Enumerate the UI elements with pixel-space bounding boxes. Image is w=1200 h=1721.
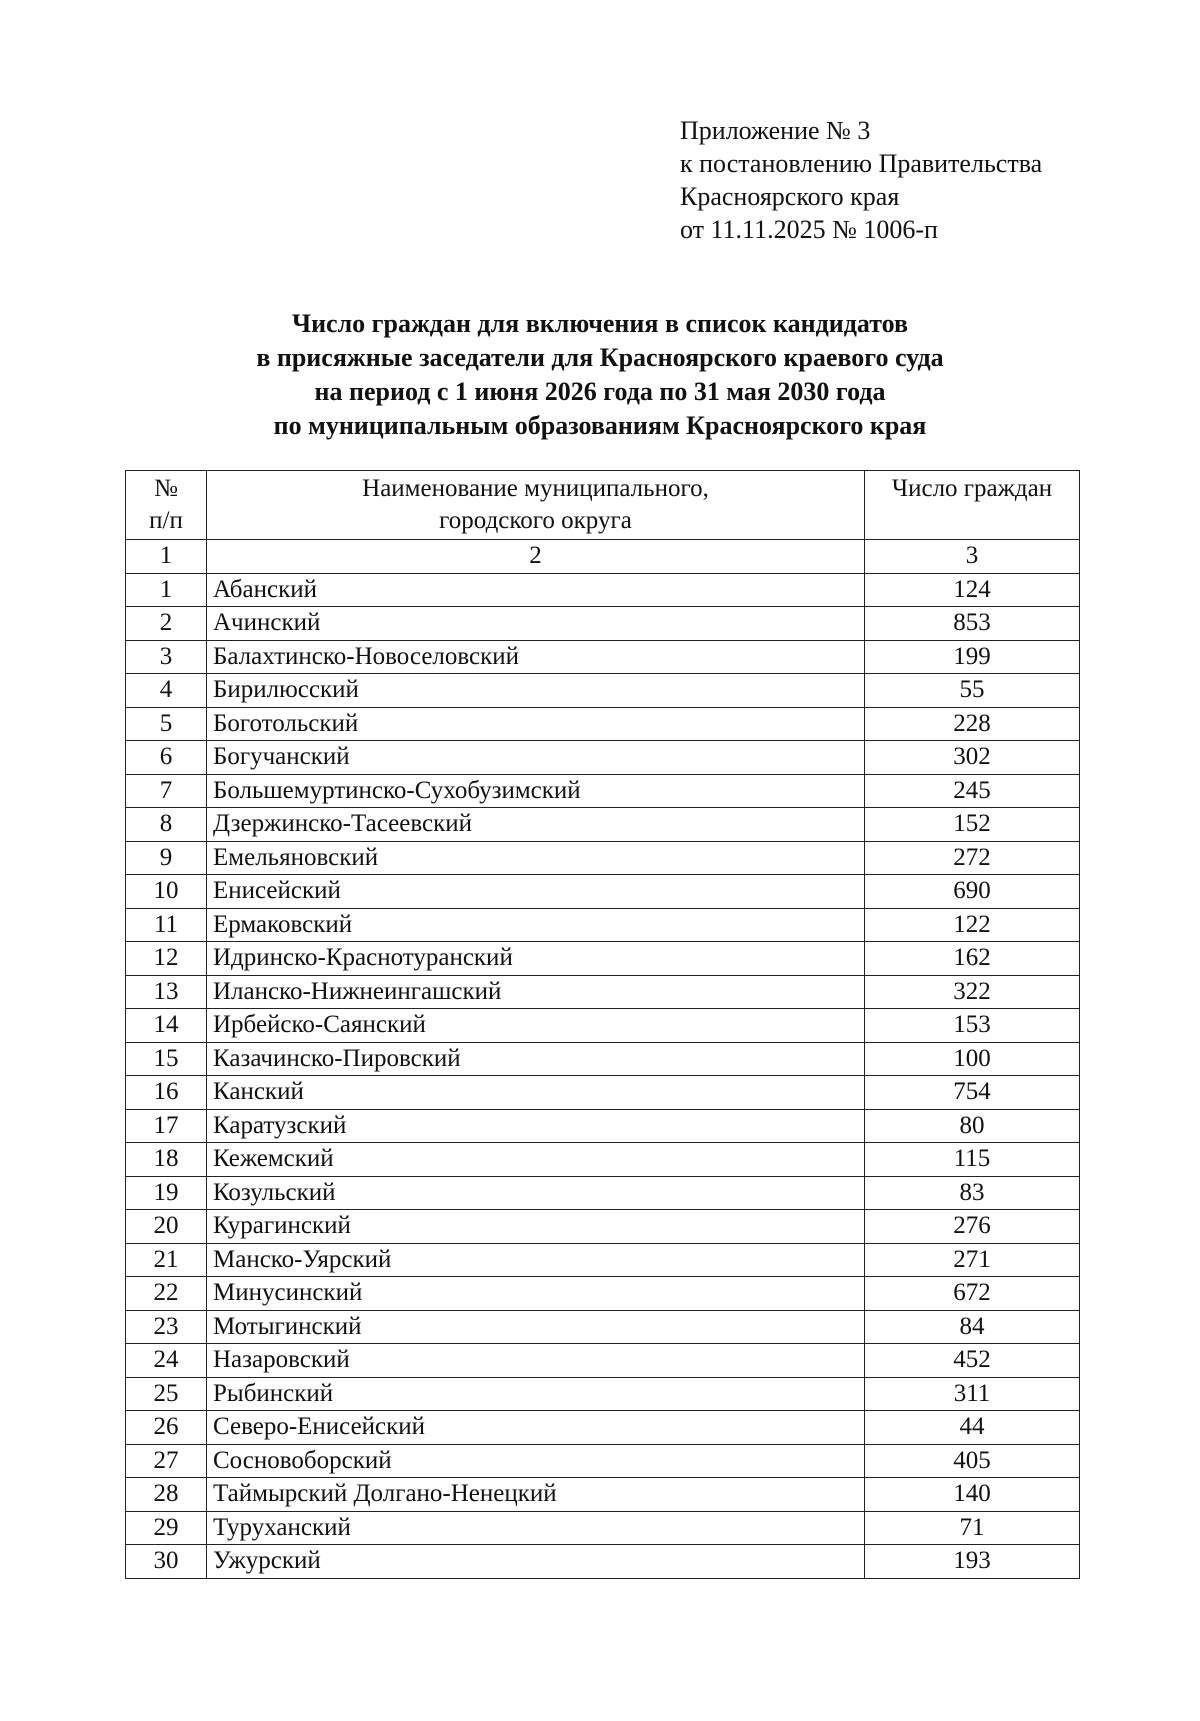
table-row (126, 1377, 1080, 1411)
table-row (126, 707, 1080, 741)
row-number-cell: 2 (126, 607, 207, 641)
municipality-name-cell: Кежемский (207, 1143, 865, 1177)
municipality-name-cell: Большемуртинско-Сухобузимский (207, 774, 865, 808)
title-line-4: по муниципальным образованиям Красноярского края (273, 411, 927, 440)
municipality-name-cell: Ирбейско-Саянский (207, 1009, 865, 1043)
municipality-name-cell: Боготольский (207, 707, 865, 741)
title-line-3: на период с 1 июня 2026 года по 31 мая 2030 года (314, 377, 886, 406)
municipality-name-cell: Рыбинский (207, 1377, 865, 1411)
annex-line-2: к постановлению Правительства (680, 149, 1043, 178)
municipality-name-cell: Енисейский (207, 875, 865, 909)
municipality-name-cell: Дзержинско-Тасеевский (207, 808, 865, 842)
row-number-cell: 20 (126, 1210, 207, 1244)
citizens-count-cell: 302 (865, 741, 1080, 775)
header-cell-name (207, 471, 865, 540)
citizens-count-cell: 71 (865, 1511, 1080, 1545)
row-number-cell: 16 (126, 1076, 207, 1110)
header-name-line-1: Наименование муниципального, (362, 475, 709, 502)
row-number-cell: 14 (126, 1009, 207, 1043)
citizens-count-cell: 322 (865, 975, 1080, 1009)
document-title (0, 307, 1200, 443)
row-number-cell: 1 (126, 573, 207, 607)
table-row (126, 1176, 1080, 1210)
row-number-cell: 12 (126, 942, 207, 976)
municipality-name-cell: Бирилюсский (207, 674, 865, 708)
citizens-count-cell: 228 (865, 707, 1080, 741)
citizens-count-cell: 152 (865, 808, 1080, 842)
table-row (126, 1310, 1080, 1344)
row-number-cell: 4 (126, 674, 207, 708)
table-row (126, 908, 1080, 942)
row-number-cell: 15 (126, 1042, 207, 1076)
table-row (126, 1109, 1080, 1143)
municipality-name-cell: Курагинский (207, 1210, 865, 1244)
header-count-label: Число граждан (891, 475, 1053, 502)
row-number-cell: 6 (126, 741, 207, 775)
header-number-line-1: № (154, 475, 178, 502)
table-row (126, 573, 1080, 607)
citizens-count-cell: 124 (865, 573, 1080, 607)
table-row (126, 1042, 1080, 1076)
row-number-cell: 8 (126, 808, 207, 842)
citizens-count-cell: 55 (865, 674, 1080, 708)
municipality-name-cell: Абанский (207, 573, 865, 607)
row-number-cell: 22 (126, 1277, 207, 1311)
row-number-cell: 13 (126, 975, 207, 1009)
row-number-cell: 5 (126, 707, 207, 741)
row-number-cell: 27 (126, 1444, 207, 1478)
table-row (126, 942, 1080, 976)
annex-line-4: от 11.11.2025 № 1006-п (680, 215, 938, 244)
row-number-cell: 17 (126, 1109, 207, 1143)
row-number-cell: 24 (126, 1344, 207, 1378)
municipality-name-cell: Каратузский (207, 1109, 865, 1143)
citizens-count-cell: 690 (865, 875, 1080, 909)
citizens-count-cell: 271 (865, 1243, 1080, 1277)
table-row (126, 1511, 1080, 1545)
table-row (126, 1210, 1080, 1244)
row-number-cell: 26 (126, 1411, 207, 1445)
table-row (126, 1545, 1080, 1579)
title-line-2: в присяжные заседатели для Красноярского краевого суда (256, 343, 944, 372)
table-row (126, 1344, 1080, 1378)
municipality-name-cell: Манско-Уярский (207, 1243, 865, 1277)
header-number-line-2: п/п (149, 507, 183, 534)
table-row (126, 1076, 1080, 1110)
municipality-name-cell: Канский (207, 1076, 865, 1110)
row-number-cell: 21 (126, 1243, 207, 1277)
municipality-name-cell: Иланско-Нижнеингашский (207, 975, 865, 1009)
table-row (126, 674, 1080, 708)
municipality-name-cell: Идринско-Краснотуранский (207, 942, 865, 976)
row-number-cell: 3 (126, 640, 207, 674)
column-number-2: 2 (207, 540, 865, 574)
table-row (126, 774, 1080, 808)
citizens-count-cell: 311 (865, 1377, 1080, 1411)
citizens-count-cell: 452 (865, 1344, 1080, 1378)
citizens-count-cell: 405 (865, 1444, 1080, 1478)
row-number-cell: 25 (126, 1377, 207, 1411)
row-number-cell: 28 (126, 1478, 207, 1512)
table-row (126, 1009, 1080, 1043)
municipality-name-cell: Ермаковский (207, 908, 865, 942)
column-numbers-row (126, 540, 1080, 574)
table-header-row (126, 471, 1080, 540)
citizens-count-cell: 153 (865, 1009, 1080, 1043)
citizens-count-cell: 272 (865, 841, 1080, 875)
annex-line-3: Красноярского края (680, 182, 900, 211)
municipality-name-cell: Таймырский Долгано-Ненецкий (207, 1478, 865, 1512)
table-body (126, 471, 1080, 1579)
table-row (126, 1478, 1080, 1512)
row-number-cell: 30 (126, 1545, 207, 1579)
municipality-name-cell: Северо-Енисейский (207, 1411, 865, 1445)
table-row (126, 1143, 1080, 1177)
table-row (126, 640, 1080, 674)
table-row (126, 975, 1080, 1009)
citizens-count-cell: 276 (865, 1210, 1080, 1244)
municipality-name-cell: Сосновоборский (207, 1444, 865, 1478)
column-number-1: 1 (126, 540, 207, 574)
row-number-cell: 18 (126, 1143, 207, 1177)
citizens-count-cell: 162 (865, 942, 1080, 976)
annex-line-1: Приложение № 3 (680, 116, 871, 145)
row-number-cell: 9 (126, 841, 207, 875)
row-number-cell: 7 (126, 774, 207, 808)
citizens-count-cell: 193 (865, 1545, 1080, 1579)
table-row (126, 841, 1080, 875)
municipality-name-cell: Ужурский (207, 1545, 865, 1579)
citizens-count-cell: 83 (865, 1176, 1080, 1210)
table-row (126, 1277, 1080, 1311)
table-row (126, 1243, 1080, 1277)
row-number-cell: 29 (126, 1511, 207, 1545)
citizens-count-cell: 140 (865, 1478, 1080, 1512)
citizens-count-cell: 672 (865, 1277, 1080, 1311)
citizens-count-cell: 245 (865, 774, 1080, 808)
row-number-cell: 19 (126, 1176, 207, 1210)
table-row (126, 1411, 1080, 1445)
table-row (126, 741, 1080, 775)
row-number-cell: 10 (126, 875, 207, 909)
municipality-name-cell: Казачинско-Пировский (207, 1042, 865, 1076)
citizens-count-cell: 199 (865, 640, 1080, 674)
table-row (126, 808, 1080, 842)
citizens-count-cell: 122 (865, 908, 1080, 942)
citizens-count-cell: 853 (865, 607, 1080, 641)
citizens-count-cell: 44 (865, 1411, 1080, 1445)
municipality-name-cell: Богучанский (207, 741, 865, 775)
table-row (126, 875, 1080, 909)
citizens-count-cell: 115 (865, 1143, 1080, 1177)
table-row (126, 1444, 1080, 1478)
citizens-count-cell: 84 (865, 1310, 1080, 1344)
municipality-name-cell: Балахтинско-Новоселовский (207, 640, 865, 674)
citizens-count-cell: 754 (865, 1076, 1080, 1110)
column-number-3: 3 (865, 540, 1080, 574)
header-name-line-2: городского округа (439, 507, 632, 534)
row-number-cell: 23 (126, 1310, 207, 1344)
table-row (126, 607, 1080, 641)
header-cell-number (126, 471, 207, 540)
citizens-table (125, 470, 1080, 1579)
title-line-1: Число граждан для включения в список кандидатов (291, 309, 909, 338)
municipality-name-cell: Ачинский (207, 607, 865, 641)
citizens-count-cell: 80 (865, 1109, 1080, 1143)
citizens-count-cell: 100 (865, 1042, 1080, 1076)
row-number-cell: 11 (126, 908, 207, 942)
annex-block (680, 114, 1042, 246)
municipality-name-cell: Назаровский (207, 1344, 865, 1378)
municipality-name-cell: Туруханский (207, 1511, 865, 1545)
municipality-name-cell: Козульский (207, 1176, 865, 1210)
municipality-name-cell: Минусинский (207, 1277, 865, 1311)
municipality-name-cell: Емельяновский (207, 841, 865, 875)
header-cell-count (865, 471, 1080, 540)
municipality-name-cell: Мотыгинский (207, 1310, 865, 1344)
